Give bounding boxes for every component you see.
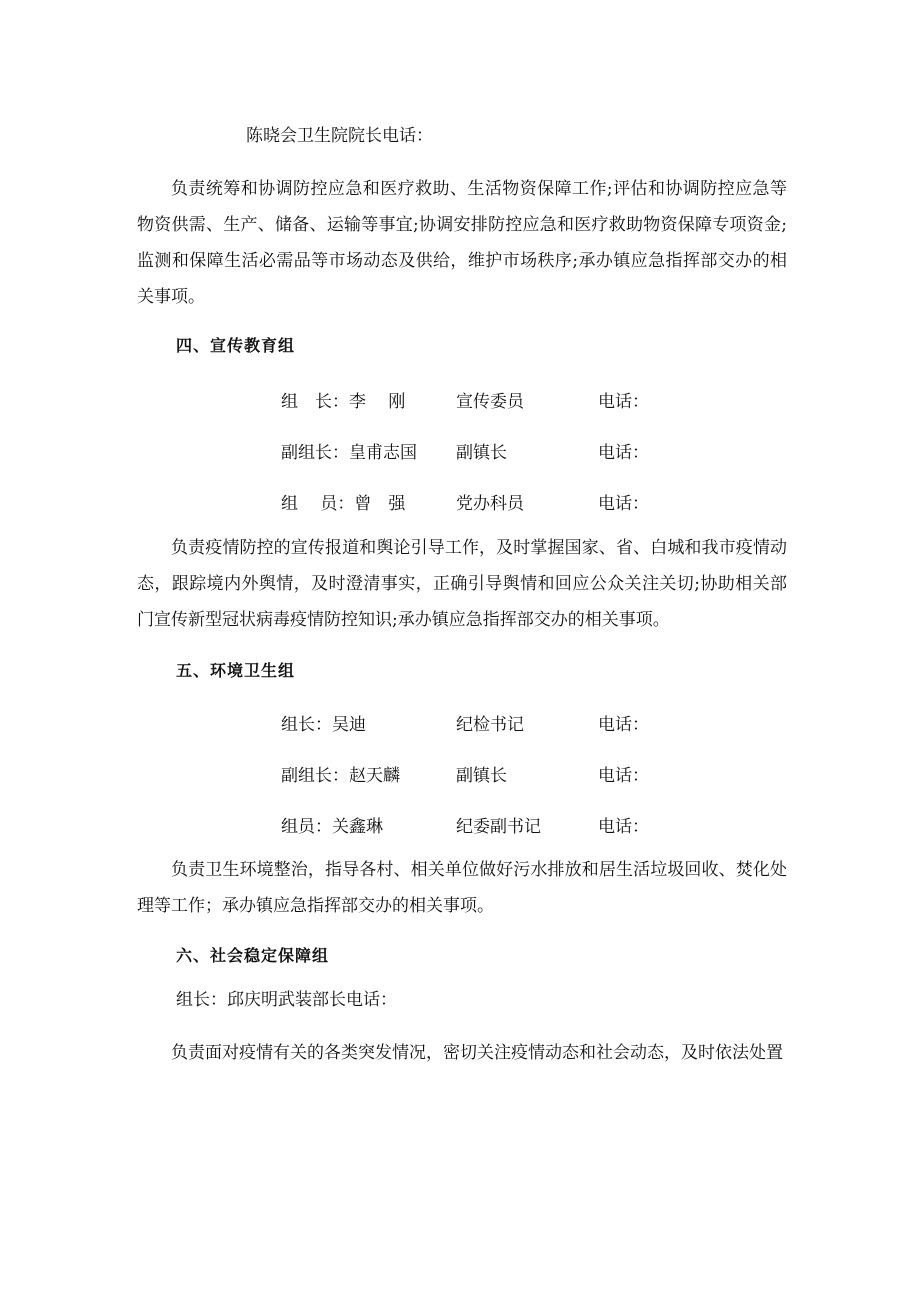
director-line: 陈晓会卫生院院长电话： — [246, 126, 433, 146]
s4-member-1-name: 组 长：李 刚 — [281, 392, 406, 412]
s5-member-2-name: 副组长：赵天麟 — [281, 766, 400, 786]
s5-member-1-phone: 电话： — [598, 715, 649, 735]
s4-member-3-phone: 电话： — [598, 494, 649, 514]
s5-duty-paragraph: 负责卫生环境整治，指导各村、相关单位做好污水排放和居生活垃圾回收、焚化处理等工作；承办镇应急指挥部交办的相关事项。 — [137, 860, 787, 916]
section-5-heading: 五、环境卫生组 — [176, 661, 296, 680]
logistics-duty-paragraph: 负责统筹和协调防控应急和医疗救助、生活物资保障工作;评估和协调防控应急等物资供需、生产、储备、运输等事宜;协调安排防控应急和医疗救助物资保障专项资金;监测和保障生活必需品等市场动态及供给，维护市场秩序;承办镇应急指挥部交办的相关事项。 — [137, 179, 787, 307]
s5-member-3-title: 纪委副书记 — [456, 817, 541, 837]
section-6-heading: 六、社会稳定保障组 — [176, 946, 330, 965]
s4-member-2-phone: 电话： — [598, 443, 649, 463]
s4-member-1-phone: 电话： — [598, 392, 649, 412]
s4-member-2-name: 副组长：皇甫志国 — [281, 443, 417, 463]
s5-member-2-phone: 电话： — [598, 766, 649, 786]
section-4-heading: 四、宣传教育组 — [176, 336, 296, 355]
s5-member-3-phone: 电话： — [598, 817, 649, 837]
s5-member-1-name: 组长：吴迪 — [281, 715, 366, 735]
s5-member-3-name: 组员：关鑫琳 — [281, 817, 383, 837]
s5-member-1-title: 纪检书记 — [456, 715, 524, 735]
s4-duty-paragraph: 负责疫情防控的宣传报道和舆论引导工作，及时掌握国家、省、白城和我市疫情动态，跟踪境内外舆情，及时澄清事实，正确引导舆情和回应公众关注关切;协助相关部门宣传新型冠状病毒疫情防控知识;承办镇应急指挥部交办的相关事项。 — [137, 538, 787, 630]
s4-member-2-title: 副镇长 — [456, 443, 507, 463]
s6-leader-line: 组长：邱庆明武装部长电话： — [176, 990, 397, 1010]
s6-duty-paragraph: 负责面对疫情有关的各类突发情况，密切关注疫情动态和社会动态，及时依法处置 — [171, 1043, 783, 1063]
s4-member-1-title: 宣传委员 — [456, 392, 524, 412]
s5-member-2-title: 副镇长 — [456, 766, 507, 786]
s4-member-3-title: 党办科员 — [456, 494, 524, 514]
s4-member-3-name: 组 员：曾 强 — [281, 494, 406, 514]
